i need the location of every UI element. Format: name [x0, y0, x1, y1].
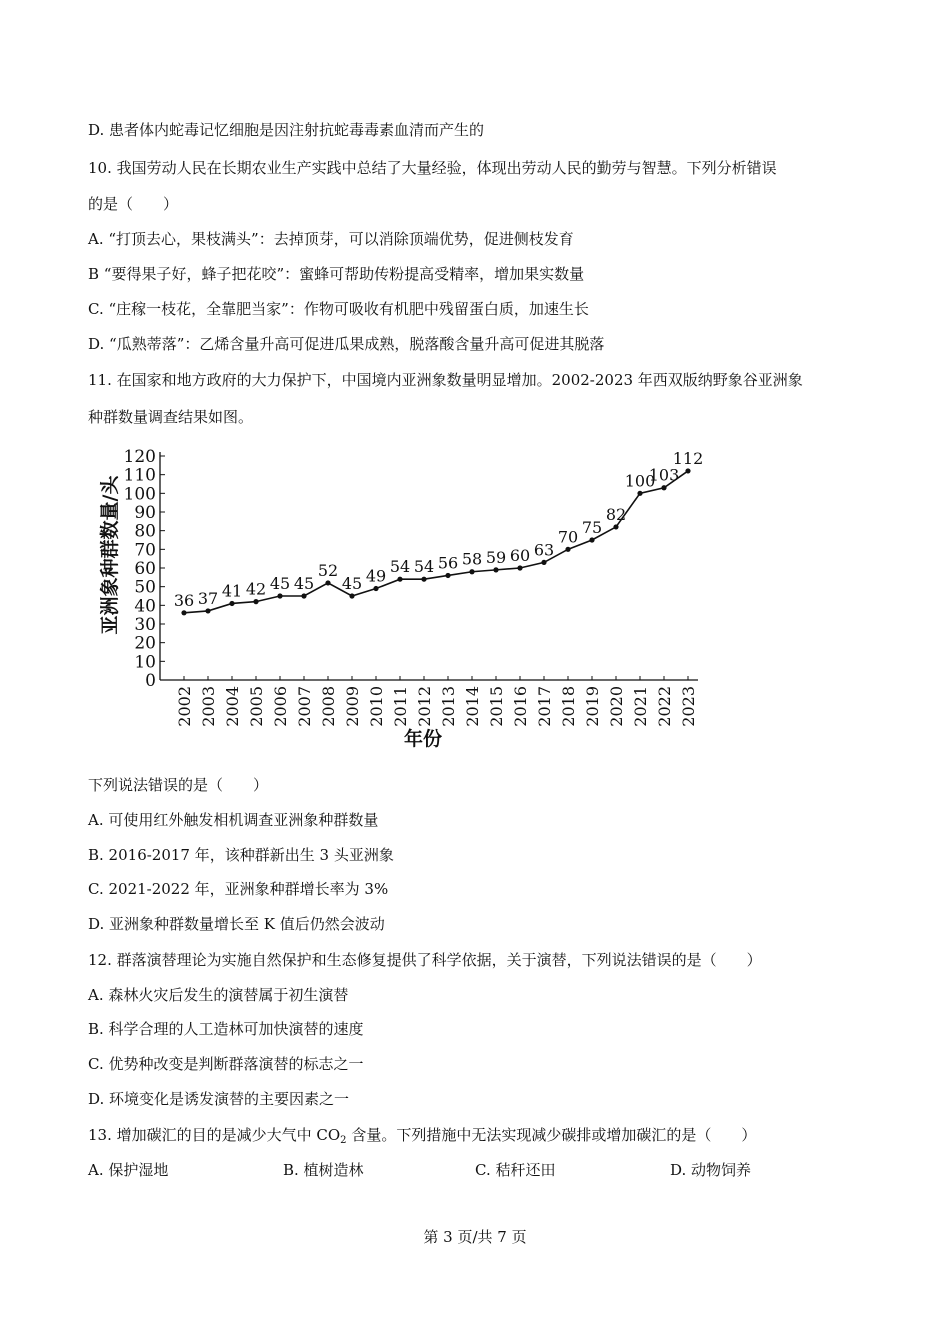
y-tick-labels — [124, 447, 165, 691]
x-tick-label: 2020 — [607, 686, 626, 727]
q13-stem — [88, 1124, 756, 1152]
data-label: 36 — [173, 590, 195, 610]
q9-option-d: D. 患者体内蛇毒记忆细胞是因注射抗蛇毒毒素血清而产生的 — [88, 121, 485, 139]
x-tick-label: 2021 — [631, 686, 650, 727]
q13-option-d: D. 动物饲养 — [670, 1161, 752, 1179]
y-tick-label: 20 — [134, 633, 156, 654]
x-tick-label: 2003 — [199, 686, 218, 727]
q10-option-b: B “要得果子好，蜂子把花咬”：蜜蜂可帮助传粉提高受精率，增加果实数量 — [88, 265, 585, 283]
x-axis-label: 年份 — [403, 728, 443, 750]
x-tick-label: 2022 — [655, 686, 674, 727]
data-label: 75 — [581, 518, 603, 537]
q13-stem-post: 含量。下列措施中无法实现减少碳排或增加碳汇的是（ ） — [346, 1126, 757, 1144]
x-tick-label: 2017 — [535, 686, 554, 727]
x-tick-labels — [175, 676, 698, 727]
x-tick-label: 2008 — [319, 686, 338, 727]
y-tick-label: 120 — [123, 447, 156, 467]
data-label: 42 — [245, 579, 267, 599]
data-point — [637, 491, 642, 496]
data-point — [229, 601, 234, 606]
q13-option-b: B. 植树造林 — [283, 1161, 364, 1179]
data-point — [661, 485, 666, 490]
x-tick-label: 2002 — [175, 686, 194, 727]
data-point — [493, 567, 498, 572]
x-tick-label: 2018 — [559, 686, 578, 727]
data-label: 54 — [389, 557, 411, 577]
data-point — [277, 593, 282, 598]
data-label: 54 — [413, 557, 435, 577]
data-point — [205, 608, 210, 613]
y-tick-label: 70 — [134, 540, 156, 561]
data-label: 70 — [557, 527, 579, 547]
population-line-chart — [88, 440, 728, 760]
data-label: 45 — [293, 574, 315, 593]
data-label: 52 — [317, 560, 339, 580]
data-label: 103 — [648, 465, 680, 485]
data-point — [565, 547, 570, 552]
data-point — [685, 468, 690, 473]
data-point — [469, 569, 474, 574]
data-point — [253, 599, 258, 604]
q11-stem-line1: 11. 在国家和地方政府的大力保护下，中国境内亚洲象数量明显增加。2002-2023 年西双版纳野象谷亚洲象 — [88, 371, 803, 389]
y-tick-label: 50 — [134, 577, 156, 598]
data-point — [613, 524, 618, 529]
x-tick-label: 2019 — [583, 686, 602, 727]
x-tick-label: 2015 — [487, 686, 506, 727]
q10-option-c: C. “庄稼一枝花，全靠肥当家”：作物可吸收有机肥中残留蛋白质，加速生长 — [88, 300, 589, 318]
y-tick-label: 0 — [145, 671, 156, 691]
data-point — [397, 577, 402, 582]
data-point — [589, 537, 594, 542]
q11-prompt: 下列说法错误的是（ ） — [88, 776, 269, 794]
data-labels — [174, 449, 703, 610]
q12-option-c: C. 优势种改变是判断群落演替的标志之一 — [88, 1055, 364, 1073]
data-label: 112 — [672, 448, 704, 468]
x-tick-label: 2023 — [679, 686, 698, 727]
y-tick-label: 100 — [123, 484, 156, 505]
data-label: 41 — [221, 581, 243, 601]
data-label: 100 — [624, 471, 656, 491]
data-label: 60 — [509, 546, 531, 565]
data-label: 82 — [605, 504, 627, 524]
data-point — [325, 580, 330, 585]
x-tick-label: 2012 — [415, 686, 434, 727]
q12-option-a: A. 森林火灾后发生的演替属于初生演替 — [88, 986, 349, 1004]
x-tick-label: 2013 — [439, 686, 458, 727]
q11-option-d: D. 亚洲象种群数量增长至 K 值后仍然会波动 — [88, 915, 385, 933]
data-label: 59 — [485, 547, 507, 567]
x-tick-label: 2010 — [367, 686, 386, 727]
data-point — [301, 593, 306, 598]
y-tick-label: 30 — [134, 615, 156, 635]
data-label: 58 — [461, 549, 483, 569]
x-tick-label: 2014 — [463, 686, 482, 727]
data-point — [421, 577, 426, 582]
q11-option-b: B. 2016-2017 年，该种群新出生 3 头亚洲象 — [88, 846, 394, 864]
page-footer: 第 3 页/共 7 页 — [423, 1228, 527, 1246]
data-point — [349, 593, 354, 598]
co2-subscript: 2 — [340, 1135, 347, 1146]
data-label: 63 — [533, 540, 555, 560]
q11-option-c: C. 2021-2022 年，亚洲象种群增长率为 3% — [88, 880, 389, 898]
y-tick-label: 60 — [134, 559, 156, 579]
data-point — [445, 573, 450, 578]
x-tick-label: 2016 — [511, 686, 530, 727]
q12-stem: 12. 群落演替理论为实施自然保护和生态修复提供了科学依据，关于演替，下列说法错误的是（ ） — [88, 951, 762, 969]
x-tick-label: 2005 — [247, 686, 266, 727]
y-tick-label: 80 — [134, 521, 156, 542]
y-tick-label: 40 — [134, 596, 156, 617]
data-point — [373, 586, 378, 591]
y-axis-label: 亚洲象种群数量/头 — [99, 475, 121, 635]
x-tick-label: 2004 — [223, 686, 242, 727]
x-tick-label: 2009 — [343, 686, 362, 727]
q10-option-d: D. “瓜熟蒂落”：乙烯含量升高可促进瓜果成熟，脱落酸含量升高可促进其脱落 — [88, 335, 605, 353]
data-point — [541, 560, 546, 565]
data-label: 45 — [341, 574, 363, 593]
q10-stem-line1: 10. 我国劳动人民在长期农业生产实践中总结了大量经验，体现出劳动人民的勤劳与智慧。下列分析错误 — [88, 159, 777, 177]
q10-stem-line2: 的是（ ） — [88, 195, 179, 213]
q11-stem-line2: 种群数量调查结果如图。 — [88, 408, 254, 426]
q13-option-c: C. 秸秆还田 — [475, 1161, 556, 1179]
data-label: 37 — [197, 588, 219, 608]
x-tick-label: 2011 — [391, 686, 410, 727]
q13-option-a: A. 保护湿地 — [88, 1161, 169, 1179]
x-tick-label: 2007 — [295, 686, 314, 727]
q10-option-a: A. “打顶去心，果枝满头”：去掉顶芽，可以消除顶端优势，促进侧枝发育 — [88, 230, 574, 248]
q11-option-a: A. 可使用红外触发相机调查亚洲象种群数量 — [88, 811, 379, 829]
q12-option-d: D. 环境变化是诱发演替的主要因素之一 — [88, 1090, 350, 1108]
data-point — [517, 565, 522, 570]
data-label: 45 — [269, 574, 291, 593]
y-tick-label: 10 — [134, 652, 156, 673]
y-tick-label: 90 — [134, 503, 156, 523]
q13-stem-pre: 13. 增加碳汇的目的是减少大气中 CO — [88, 1126, 341, 1144]
data-label: 56 — [437, 553, 459, 573]
data-point — [181, 610, 186, 615]
q12-option-b: B. 科学合理的人工造林可加快演替的速度 — [88, 1020, 364, 1038]
y-tick-label: 110 — [123, 465, 156, 486]
x-tick-label: 2006 — [271, 686, 290, 727]
data-label: 49 — [365, 566, 387, 586]
